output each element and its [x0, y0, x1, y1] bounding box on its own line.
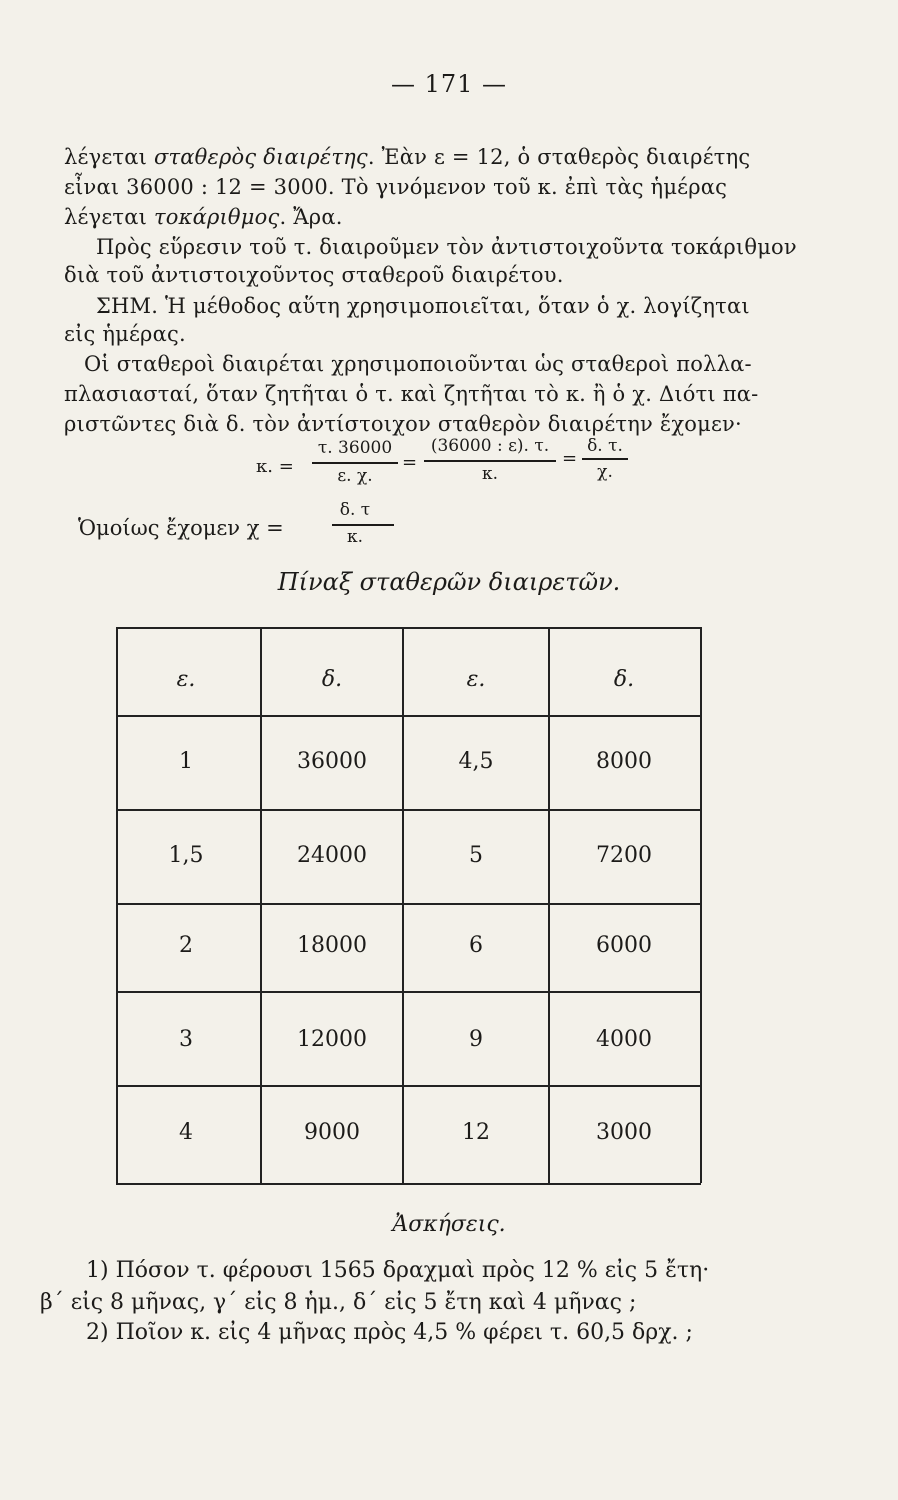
fraction-numerator: (36000 : ε). τ. — [430, 436, 550, 456]
fraction-bar — [582, 458, 628, 460]
table-rule — [116, 1085, 701, 1087]
table-rule — [402, 627, 404, 1183]
table-header-cell: ε. — [466, 667, 486, 692]
table-header-cell: ε. — [176, 667, 196, 692]
table-rule — [116, 715, 701, 717]
fraction-bar — [332, 524, 394, 526]
formula-lhs: Ὁμοίως ἔχομεν χ = — [78, 516, 284, 540]
table-cell: 24000 — [297, 843, 367, 868]
fraction-denominator: κ. — [346, 527, 364, 547]
table-rule — [116, 1183, 701, 1185]
table-rule — [116, 991, 701, 993]
text-line: ριστῶντες διὰ δ. τὸν ἀντίστοιχον σταθερὸν διαιρέτην ἔχομεν· — [64, 412, 742, 436]
text-segment: . Ἄρα. — [279, 205, 343, 229]
table-cell: 3 — [179, 1027, 193, 1052]
table-cell: 4000 — [596, 1027, 652, 1052]
exercise-line: 1) Πόσον τ. φέρουσι 1565 δραχμαὶ πρὸς 12 % εἰς 5 ἔτη· — [86, 1258, 710, 1283]
table-rule — [116, 903, 701, 905]
table-cell: 3000 — [596, 1120, 652, 1145]
table-cell: 36000 — [297, 749, 367, 774]
text-segment: λέγεται — [64, 145, 154, 169]
fraction-numerator: δ. τ. — [587, 436, 623, 456]
table-cell: 2 — [179, 933, 193, 958]
table-cell: 6 — [469, 933, 483, 958]
exercises-heading: Ἀσκήσεις. — [392, 1212, 506, 1237]
fraction-denominator: ε. χ. — [337, 466, 373, 486]
table-cell: 18000 — [297, 933, 367, 958]
table-header-cell: δ. — [321, 667, 343, 692]
fraction-bar — [424, 460, 556, 462]
table-header-cell: δ. — [613, 667, 635, 692]
equals-sign: = — [562, 448, 578, 469]
text-line: εἰς ἡμέρας. — [64, 322, 186, 346]
text-line: ΣΗΜ. Ἡ μέθοδος αὕτη χρησιμοποιεῖται, ὅταν ὁ χ. λογίζηται — [96, 294, 750, 318]
text-segment: . Ἐὰν ε = 12, ὁ σταθερὸς διαιρέτης — [367, 145, 751, 169]
table-cell: 12 — [462, 1120, 490, 1145]
table-cell: 4,5 — [458, 749, 494, 774]
text-line: πλασιασταί, ὅταν ζητῆται ὁ τ. καὶ ζητῆται τὸ κ. ἢ ὁ χ. Διότι πα- — [64, 382, 759, 406]
table-rule — [548, 627, 550, 1183]
table-cell: 9000 — [304, 1120, 360, 1145]
fraction-numerator: τ. 36000 — [317, 438, 393, 458]
table-cell: 5 — [469, 843, 483, 868]
text-line: Πρὸς εὕρεσιν τοῦ τ. διαιροῦμεν τὸν ἀντιστοιχοῦντα τοκάριθμον — [96, 235, 797, 259]
table-cell: 9 — [469, 1027, 483, 1052]
exercise-line: 2) Ποῖον κ. εἰς 4 μῆνας πρὸς 4,5 % φέρει τ. 60,5 δρχ. ; — [86, 1320, 693, 1345]
table-cell: 8000 — [596, 749, 652, 774]
exercise-line: β΄ εἰς 8 μῆνας, γ΄ εἰς 8 ἡμ., δ΄ εἰς 5 ἔτη καὶ 4 μῆνας ; — [40, 1290, 637, 1315]
text-line: διὰ τοῦ ἀντιστοιχοῦντος σταθεροῦ διαιρέτου. — [64, 263, 564, 287]
table-title: Πίναξ σταθερῶν διαιρετῶν. — [277, 568, 621, 596]
text-segment: λέγεται — [64, 205, 154, 229]
table-cell: 1,5 — [168, 843, 204, 868]
fraction-denominator: χ. — [597, 462, 613, 482]
table-cell: 6000 — [596, 933, 652, 958]
fraction-bar — [312, 462, 398, 464]
table-rule — [116, 627, 118, 1183]
text-line: εἶναι 36000 : 12 = 3000. Τὸ γινόμενον τοῦ κ. ἐπὶ τὰς ἡμέρας — [64, 175, 728, 199]
text-line — [64, 145, 750, 169]
table-cell: 1 — [179, 749, 193, 774]
formula-lhs: κ. = — [256, 456, 294, 477]
fraction-numerator: δ. τ — [339, 500, 371, 520]
table-cell: 12000 — [297, 1027, 367, 1052]
table-cell: 7200 — [596, 843, 652, 868]
equals-sign: = — [402, 452, 418, 473]
table-rule — [116, 809, 701, 811]
table-rule — [700, 627, 702, 1183]
page-number: — 171 — — [390, 70, 508, 98]
table-rule — [116, 627, 701, 629]
italic-term: σταθερὸς διαιρέτης — [153, 145, 368, 169]
italic-term: τοκάριθμος — [153, 205, 280, 229]
fraction-denominator: κ. — [481, 464, 499, 484]
table-cell: 4 — [179, 1120, 193, 1145]
text-line: Οἱ σταθεροὶ διαιρέται χρησιμοποιοῦνται ὡς σταθεροὶ πολλα- — [84, 352, 752, 376]
table-rule — [260, 627, 262, 1183]
text-line — [64, 205, 343, 229]
